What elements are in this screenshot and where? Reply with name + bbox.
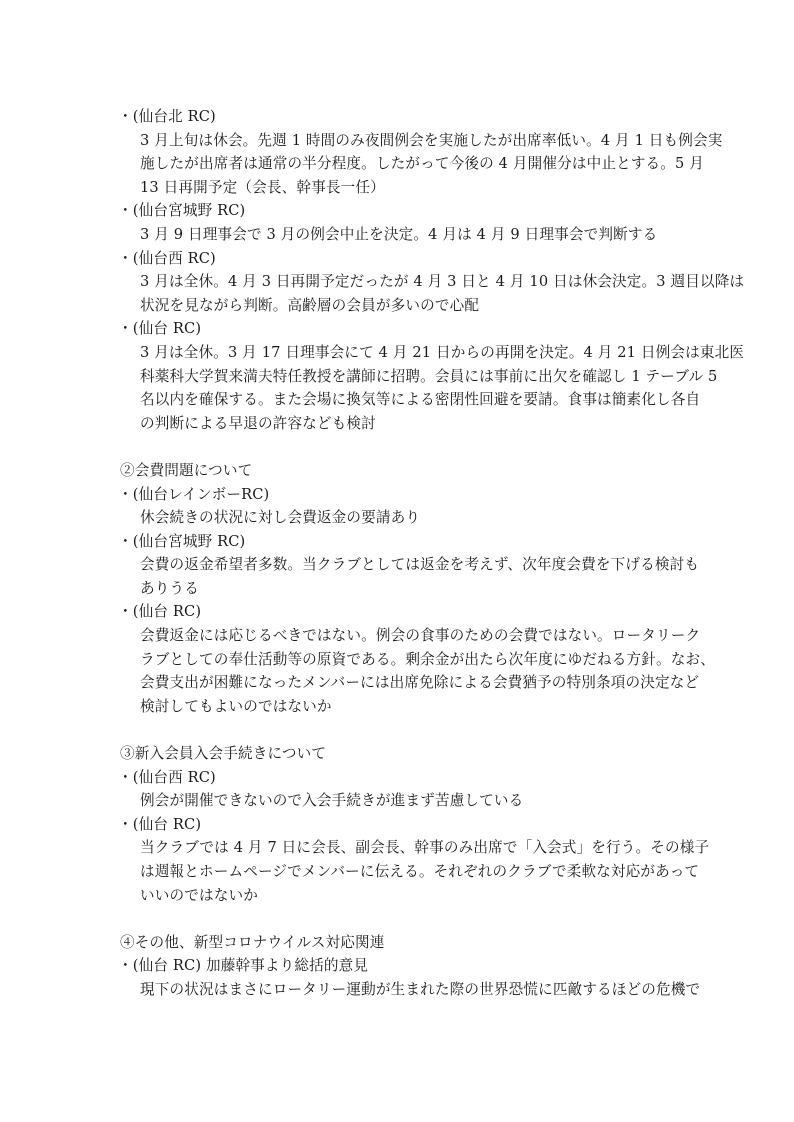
paragraph-line: ラブとしての奉仕活動等の原資である。剰余金が出たら次年度にゆだねる方針。なお、 [140, 650, 716, 668]
paragraph-line: 科薬科大学賀来満夫特任教授を講師に招聘。会員には事前に出欠を確認し 1 テーブル 5 [140, 367, 718, 385]
paragraph-line: 現下の状況はまさにロータリー運動が生まれた際の世界恐慌に匹敵するほどの危機で [140, 980, 701, 998]
paragraph-line: 会費支出が困難になったメンバーには出席免除による会費猶予の特別条項の決定など [140, 674, 700, 692]
club-label-sendai: ・(仙台 RC) [118, 815, 202, 833]
paragraph-line: の判断による早退の許容なども検討 [140, 414, 376, 432]
paragraph-line: 3 月は全休。3 月 17 日理事会にて 4 月 21 日からの再開を決定。4 月 21 日例会は東北医 [140, 343, 745, 361]
paragraph-line: いいのではないか [140, 886, 258, 904]
club-label-sendai: ・(仙台 RC) 加藤幹事より総括的意見 [118, 957, 369, 975]
paragraph-line: 状況を見ながら判断。高齢層の会員が多いので心配 [140, 296, 480, 314]
section-membership-fees [118, 459, 716, 719]
club-label-sendai: ・(仙台 RC) [118, 320, 202, 338]
paragraph-line: 例会が開催できないので入会手続きが進まず苦慮している [140, 792, 524, 810]
paragraph-line: 会費返金には応じるべきではない。例会の食事のための会費ではない。ロータリーク [140, 627, 701, 645]
club-label-sendai: ・(仙台 RC) [118, 603, 202, 621]
paragraph-line: ありうる [140, 579, 199, 597]
section-other-covid [118, 931, 701, 1002]
section-club-meeting-status [118, 105, 745, 435]
document-body [118, 105, 745, 1002]
section-heading: ④その他、新型コロナウイルス対応関連 [120, 933, 385, 951]
club-label-sendai-miyagino: ・(仙台宮城野 RC) [118, 202, 246, 220]
paragraph-line: 名以内を確保する。また会場に換気等による密閉性回避を要請。食事は簡素化し各自 [140, 391, 701, 409]
paragraph-line: 検討してもよいのではないか [140, 697, 332, 715]
section-new-member-admission [118, 742, 710, 907]
paragraph-line: 3 月上旬は休会。先週 1 時間のみ夜間例会を実施したが出席率低い。4 月 1 日も例会実 [140, 131, 723, 149]
club-label-sendai-rainbow: ・(仙台レインボーRC) [118, 485, 270, 503]
paragraph-line: 3 月 9 日理事会で 3 月の例会中止を決定。4 月は 4 月 9 日理事会で判断する [140, 225, 658, 243]
paragraph-line: 13 日再開予定（会長、幹事長一任） [140, 178, 385, 196]
section-spacer [118, 907, 693, 931]
section-spacer [118, 435, 693, 459]
paragraph-line: 3 月は全休。4 月 3 日再開予定だったが 4 月 3 日と 4 月 10 日は休会決定。3 週目以降は [140, 273, 745, 291]
club-label-sendai-nishi: ・(仙台西 RC) [118, 249, 216, 267]
paragraph-line: は週報とホームページでメンバーに伝える。それぞれのクラブで柔軟な対応があって [140, 863, 700, 880]
section-heading: ③新入会員入会手続きについて [120, 745, 327, 763]
paragraph-line: 会費の返金希望者多数。当クラブとしては返金を考えず、次年度会費を下げる検討も [140, 556, 700, 574]
section-spacer [118, 718, 693, 742]
section-heading: ②会費問題について [120, 461, 253, 479]
paragraph-line: 当クラブでは 4 月 7 日に会長、副会長、幹事のみ出席で「入会式」を行う。その様子 [140, 839, 710, 857]
paragraph-line: 施したが出席者は通常の半分程度。したがって今後の 4 月開催分は中止とする。5 月 [140, 155, 705, 173]
club-label-sendai-miyagino: ・(仙台宮城野 RC) [118, 532, 246, 550]
paragraph-line: 休会続きの状況に対し会費返金の要請あり [140, 509, 421, 527]
club-label-sendai-nishi: ・(仙台西 RC) [118, 768, 216, 786]
club-label-sendai-kita: ・(仙台北 RC) [118, 108, 216, 125]
